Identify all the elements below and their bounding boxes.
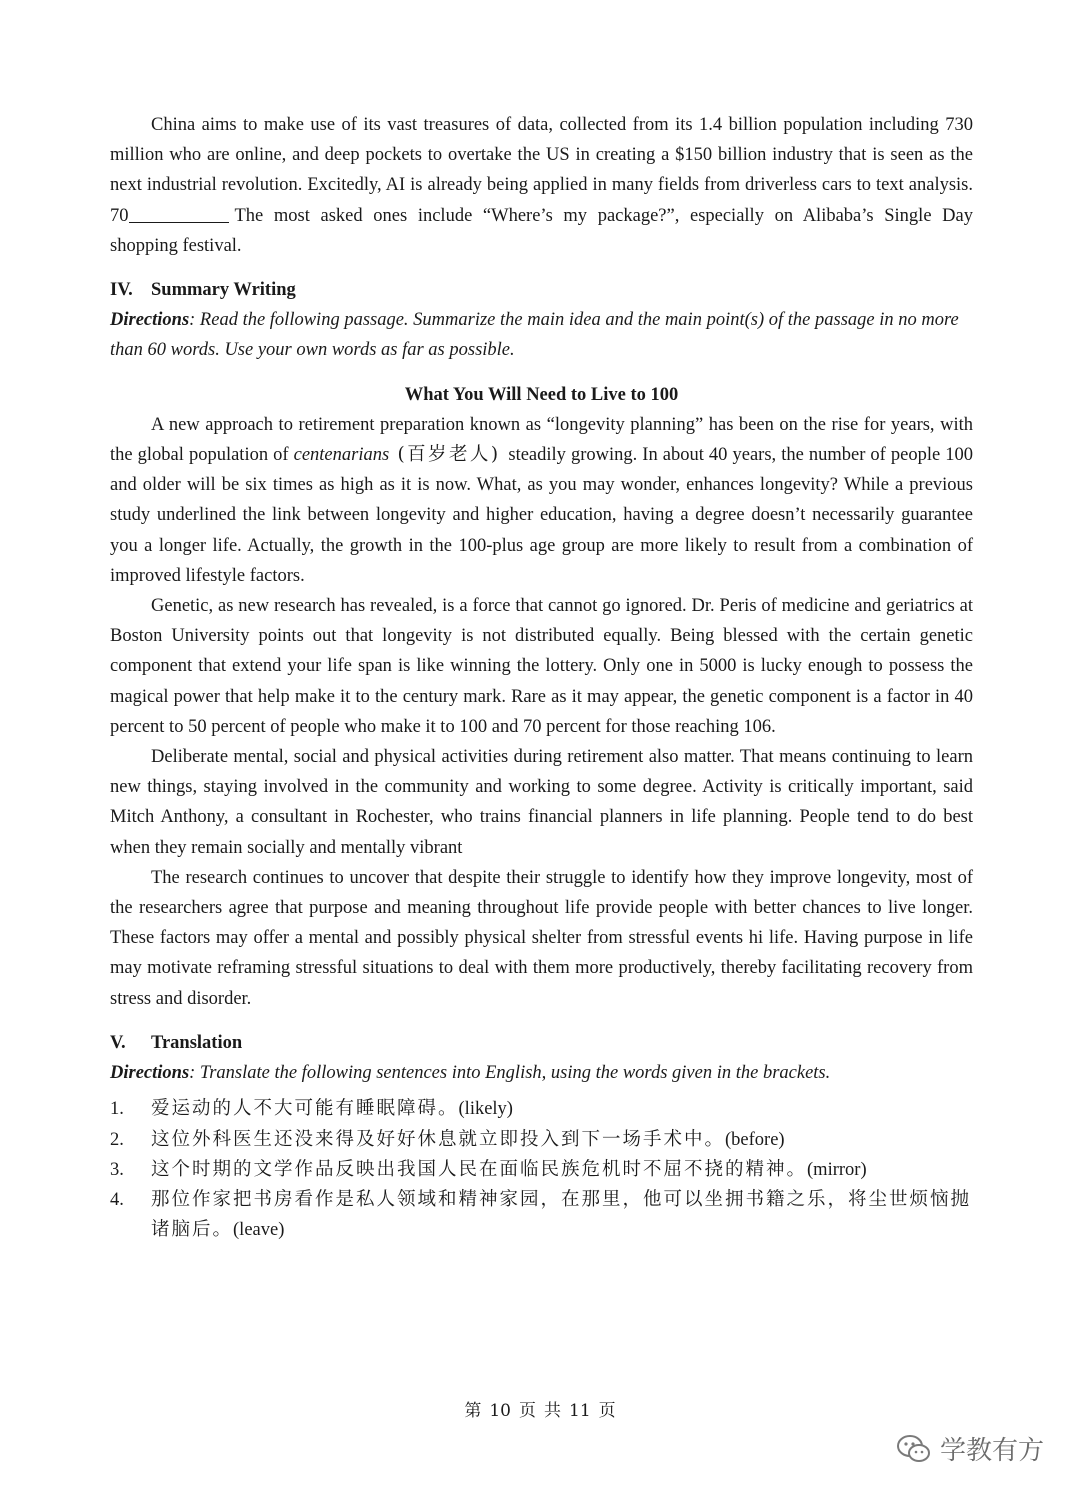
exam-page xyxy=(110,110,973,1245)
item-keyword: (leave) xyxy=(233,1220,285,1241)
section-number: V. xyxy=(110,1032,126,1053)
p1-text-a: A new approach to retirement preparation known as “longevity planning” has been on the rise for years, with the global population of xyxy=(110,414,973,466)
p1-chinese-gloss: (百岁老人) xyxy=(389,444,509,466)
directions-label: Directions xyxy=(110,310,190,331)
passage-paragraph-1 xyxy=(110,410,973,591)
directions-text: : Read the following passage. Summarize the main idea and the main point(s) of the passage in no more than 60 words. Use your own words as far as possible. xyxy=(110,310,959,361)
section-heading-translation xyxy=(110,1028,973,1058)
intro-text-before: China aims to make use of its vast treasures of data, collected from its 1.4 billion population including 730 million who are online, and deep pockets to overtake the US in creating a $150 billion industry that is seen as the next industrial revolution. Excitedly, AI is already being applied in many fields from driverless cars to text analysis. 70 xyxy=(110,115,973,226)
translation-item-2 xyxy=(110,1125,973,1155)
section-heading-summary xyxy=(110,275,973,305)
translation-directions xyxy=(110,1058,973,1088)
translation-item-1 xyxy=(110,1094,973,1124)
passage-paragraph-2: Genetic, as new research has revealed, is a force that cannot go ignored. Dr. Peris of medicine and geriatrics at Boston University points out that longevity is not distributed equally. Being blessed with the certain genetic component that extend your life span is like winning the lottery. Only one in 5000 is lucky enough to possess the magical power that help make it to the century mark. Rare as it may appear, the genetic component is a factor in 40 percent to 50 percent of people who make it to 100 and 70 percent for those reaching 106. xyxy=(110,596,973,737)
translation-list xyxy=(110,1094,973,1245)
item-number: 3. xyxy=(110,1159,124,1180)
item-keyword: (mirror) xyxy=(807,1159,867,1180)
intro-paragraph xyxy=(110,110,973,261)
passage-title: What You Will Need to Live to 100 xyxy=(404,384,679,405)
item-text xyxy=(151,1125,973,1155)
translation-item-4 xyxy=(110,1185,973,1245)
p1-italic-term: centenarians xyxy=(293,445,390,466)
section-number: IV. xyxy=(110,280,133,301)
translation-item-3 xyxy=(110,1155,973,1185)
item-chinese: 那位作家把书房看作是私人领域和精神家园，在那里，他可以坐拥书籍之乐，将尘世烦恼抛诸脑后。 xyxy=(151,1188,972,1241)
directions-label: Directions xyxy=(110,1063,190,1084)
item-text xyxy=(151,1185,973,1245)
item-chinese: 这位外科医生还没来得及好好休息就立即投入到下一场手术中。 xyxy=(151,1128,726,1150)
watermark xyxy=(896,1430,1044,1467)
footer-ye2: 页 xyxy=(598,1401,616,1421)
total-pages: 11 xyxy=(569,1401,591,1421)
directions-text: : Translate the following sentences into English, using the words given in the brackets. xyxy=(189,1063,831,1084)
watermark-text: 学教有方 xyxy=(939,1436,1044,1466)
page-number: 10 xyxy=(489,1401,511,1421)
section-title: Summary Writing xyxy=(151,280,296,301)
p1-text-b: steadily growing. In about 40 years, the number of people 100 and older will be six times as high as it is now. What, as you may wonder, enhances longevity? While a previous study underlined the link between longevity and higher education, having a degree doesn’t necessarily guarantee you a longer life. Actually, the growth in the 100-plus age group are more likely to result from a combination of improved lifestyle factors. xyxy=(110,445,973,586)
item-number: 2. xyxy=(110,1129,124,1150)
item-keyword: (likely) xyxy=(458,1099,513,1120)
passage-paragraph-4: The research continues to uncover that despite their struggle to identify how they improve longevity, most of the researchers agree that purpose and meaning throughout life provide people with better chances to live longer. These factors may offer a mental and possibly physical shelter from stressful events hi life. Having purpose in life may motivate reframing stressful situations to deal with them more productively, thereby facilitating recovery from stress and disorder. xyxy=(110,867,973,1009)
passage-paragraph-3: Deliberate mental, social and physical activities during retirement also matter. That means continuing to learn new things, staying involved in the community and working to some degree. Activity is critically important, said Mitch Anthony, a consultant in Rochester, who trains financial planners in life planning. People tend to do best when they remain socially and mentally vibrant xyxy=(110,747,973,858)
item-text xyxy=(151,1155,973,1185)
footer-ye: 页 xyxy=(519,1401,536,1421)
section-title: Translation xyxy=(151,1032,243,1053)
item-chinese: 这个时期的文学作品反映出我国人民在面临民族危机时不屈不挠的精神。 xyxy=(151,1158,808,1180)
answer-blank-70[interactable] xyxy=(129,202,229,223)
intro-text-after: The most asked ones include “Where’s my package?”, especially on Alibaba’s Single Day shopping festival. xyxy=(110,205,973,256)
item-chinese: 爱运动的人不大可能有睡眠障碍。 xyxy=(151,1098,459,1120)
item-text xyxy=(151,1094,973,1124)
footer-gong: 共 xyxy=(544,1401,561,1421)
footer-di: 第 xyxy=(464,1401,482,1421)
summary-directions xyxy=(110,305,973,365)
page-footer xyxy=(0,1396,1080,1421)
item-number: 1. xyxy=(110,1099,124,1120)
wechat-icon xyxy=(896,1433,932,1465)
item-keyword: (before) xyxy=(725,1129,785,1150)
item-number: 4. xyxy=(110,1189,124,1210)
